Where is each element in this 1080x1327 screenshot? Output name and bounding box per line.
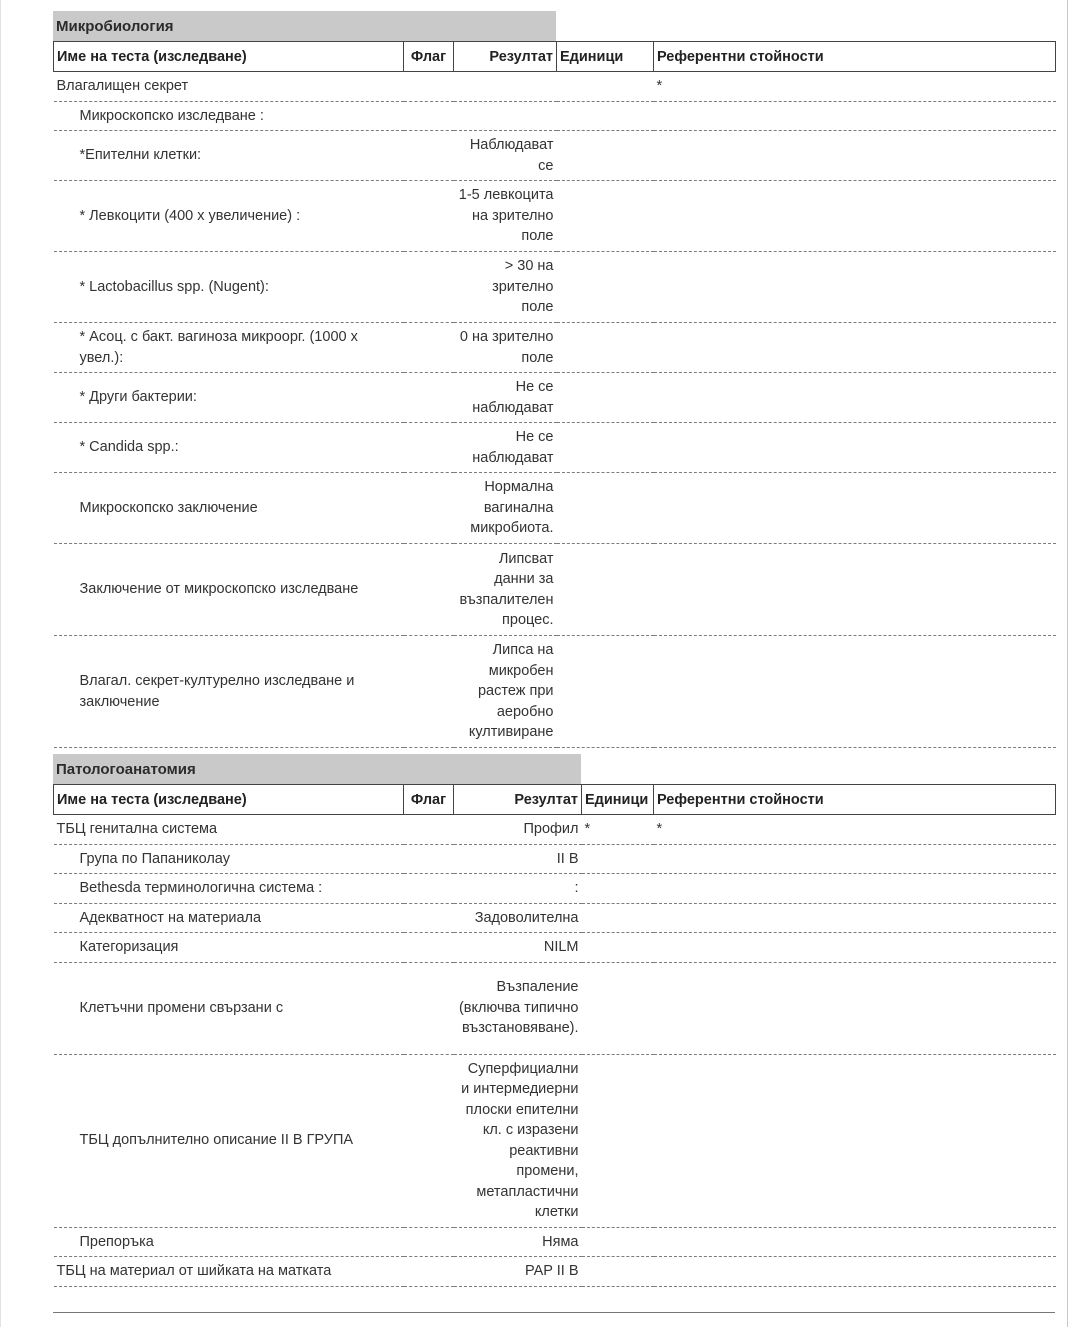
- result-value: Няма: [454, 1227, 582, 1257]
- table-row: [54, 903, 1056, 933]
- test-name: Адекватност на материала: [54, 903, 404, 933]
- reference-value: *: [654, 815, 1056, 845]
- table-row: [54, 373, 1056, 423]
- test-name: Микроскопско изследване :: [54, 101, 404, 131]
- units-cell: [557, 131, 654, 181]
- table-body: [54, 72, 1056, 748]
- col-header-name: Име на теста (изследване): [54, 42, 404, 72]
- units-cell: [582, 1227, 654, 1257]
- test-name: *Епителни клетки:: [54, 131, 404, 181]
- result-value: NILM: [454, 933, 582, 963]
- flag-cell: [404, 101, 454, 131]
- flag-cell: [404, 1257, 454, 1287]
- table-row: [54, 962, 1056, 1054]
- reference-value: [654, 181, 1056, 252]
- result-value: Липса на микробен растеж при аеробно култивиране: [454, 636, 557, 748]
- result-value: :: [454, 874, 582, 904]
- reference-value: [654, 874, 1056, 904]
- reference-value: *: [654, 72, 1056, 102]
- col-header-reference: Референтни стойности: [654, 785, 1056, 815]
- table-row: [54, 1227, 1056, 1257]
- units-cell: [557, 72, 654, 102]
- col-header-result: Резултат: [454, 42, 557, 72]
- table-body: [54, 815, 1056, 1287]
- result-value: Суперфициални и интермедиерни плоски епителни кл. с изразени реактивни промени, метапластични клетки: [454, 1054, 582, 1227]
- col-header-flag: Флаг: [404, 42, 454, 72]
- table-header-row: [54, 785, 1056, 815]
- result-value: Задоволителна: [454, 903, 582, 933]
- reference-value: [654, 844, 1056, 874]
- table-row: [54, 844, 1056, 874]
- flag-cell: [404, 373, 454, 423]
- reference-value: [654, 1257, 1056, 1287]
- flag-cell: [404, 903, 454, 933]
- units-cell: [582, 1054, 654, 1227]
- reference-value: [654, 373, 1056, 423]
- table-row: [54, 1257, 1056, 1287]
- test-name: ТБЦ генитална система: [54, 815, 404, 845]
- test-name: Заключение от микроскопско изследване: [54, 544, 404, 636]
- units-cell: [582, 933, 654, 963]
- units-cell: [582, 844, 654, 874]
- table-row: [54, 473, 1056, 544]
- units-cell: [557, 423, 654, 473]
- flag-cell: [404, 544, 454, 636]
- units-cell: [557, 323, 654, 373]
- result-value: Наблюдават се: [454, 131, 557, 181]
- page-right-edge: [1067, 0, 1068, 1327]
- reference-value: [654, 131, 1056, 181]
- reference-value: [654, 252, 1056, 323]
- test-name: * Lactobacillus spp. (Nugent):: [54, 252, 404, 323]
- units-cell: *: [582, 815, 654, 845]
- units-cell: [557, 373, 654, 423]
- col-header-units: Единици: [557, 42, 654, 72]
- units-cell: [557, 636, 654, 748]
- col-header-reference: Референтни стойности: [654, 42, 1056, 72]
- units-cell: [582, 874, 654, 904]
- test-name: Група по Папаниколау: [54, 844, 404, 874]
- reference-value: [654, 1054, 1056, 1227]
- test-name: ТБЦ на материал от шийката на матката: [54, 1257, 404, 1287]
- col-header-units: Единици: [582, 785, 654, 815]
- results-table: [53, 41, 1056, 748]
- flag-cell: [404, 423, 454, 473]
- result-value: Липсват данни за възпалителен процес.: [454, 544, 557, 636]
- section-title: Микробиология: [53, 11, 556, 41]
- flag-cell: [404, 1054, 454, 1227]
- test-name: * Други бактерии:: [54, 373, 404, 423]
- result-value: Не се наблюдават: [454, 423, 557, 473]
- units-cell: [557, 101, 654, 131]
- flag-cell: [404, 844, 454, 874]
- test-name: Bethesda терминологична система :: [54, 874, 404, 904]
- result-value: Не се наблюдават: [454, 373, 557, 423]
- flag-cell: [404, 72, 454, 102]
- test-name: Препоръка: [54, 1227, 404, 1257]
- units-cell: [557, 181, 654, 252]
- reference-value: [654, 933, 1056, 963]
- test-name: Категоризация: [54, 933, 404, 963]
- reference-value: [654, 636, 1056, 748]
- result-value: PAP II B: [454, 1257, 582, 1287]
- result-value: > 30 на зрително поле: [454, 252, 557, 323]
- test-name: Клетъчни промени свързани с: [54, 962, 404, 1054]
- table-row: [54, 72, 1056, 102]
- table-row: [54, 874, 1056, 904]
- flag-cell: [404, 874, 454, 904]
- test-name: * Левкоцити (400 х увеличение) :: [54, 181, 404, 252]
- reference-value: [654, 903, 1056, 933]
- flag-cell: [404, 252, 454, 323]
- result-value: [454, 101, 557, 131]
- flag-cell: [404, 815, 454, 845]
- units-cell: [582, 962, 654, 1054]
- flag-cell: [404, 1227, 454, 1257]
- section-microbiology: [53, 11, 1055, 748]
- flag-cell: [404, 473, 454, 544]
- results-table: [53, 784, 1056, 1287]
- flag-cell: [404, 962, 454, 1054]
- units-cell: [557, 544, 654, 636]
- table-row: [54, 323, 1056, 373]
- result-value: [454, 72, 557, 102]
- flag-cell: [404, 323, 454, 373]
- test-name: ТБЦ допълнително описание II B ГРУПА: [54, 1054, 404, 1227]
- units-cell: [582, 903, 654, 933]
- reference-value: [654, 423, 1056, 473]
- result-value: 1-5 левкоцита на зрително поле: [454, 181, 557, 252]
- flag-cell: [404, 636, 454, 748]
- reference-value: [654, 544, 1056, 636]
- units-cell: [557, 252, 654, 323]
- reference-value: [654, 101, 1056, 131]
- test-name: * Candida spp.:: [54, 423, 404, 473]
- reference-value: [654, 1227, 1056, 1257]
- table-row: [54, 252, 1056, 323]
- table-row: [54, 1054, 1056, 1227]
- bottom-divider: [53, 1312, 1055, 1313]
- result-value: 0 на зрително поле: [454, 323, 557, 373]
- table-row: [54, 131, 1056, 181]
- result-value: II B: [454, 844, 582, 874]
- flag-cell: [404, 131, 454, 181]
- table-row: [54, 544, 1056, 636]
- col-header-result: Резултат: [454, 785, 582, 815]
- col-header-flag: Флаг: [404, 785, 454, 815]
- table-row: [54, 181, 1056, 252]
- units-cell: [582, 1257, 654, 1287]
- table-header-row: [54, 42, 1056, 72]
- table-row: [54, 636, 1056, 748]
- test-name: Микроскопско заключение: [54, 473, 404, 544]
- test-name: * Асоц. с бакт. вагиноза микроорг. (1000 х увел.):: [54, 323, 404, 373]
- flag-cell: [404, 933, 454, 963]
- table-row: [54, 101, 1056, 131]
- flag-cell: [404, 181, 454, 252]
- reference-value: [654, 323, 1056, 373]
- reference-value: [654, 962, 1056, 1054]
- test-name: Влагал. секрет-културелно изследване и заключение: [54, 636, 404, 748]
- units-cell: [557, 473, 654, 544]
- test-name: Влагалищен секрет: [54, 72, 404, 102]
- table-row: [54, 815, 1056, 845]
- section-title: Патологоанатомия: [53, 754, 581, 784]
- result-value: Нормална вагинална микробиота.: [454, 473, 557, 544]
- section-pathology: [53, 754, 1055, 1287]
- col-header-name: Име на теста (изследване): [54, 785, 404, 815]
- table-row: [54, 423, 1056, 473]
- table-row: [54, 933, 1056, 963]
- result-value: Възпаление (включва типично възстановяване).: [454, 962, 582, 1054]
- page-left-edge: [0, 0, 1, 1327]
- reference-value: [654, 473, 1056, 544]
- result-value: Профил: [454, 815, 582, 845]
